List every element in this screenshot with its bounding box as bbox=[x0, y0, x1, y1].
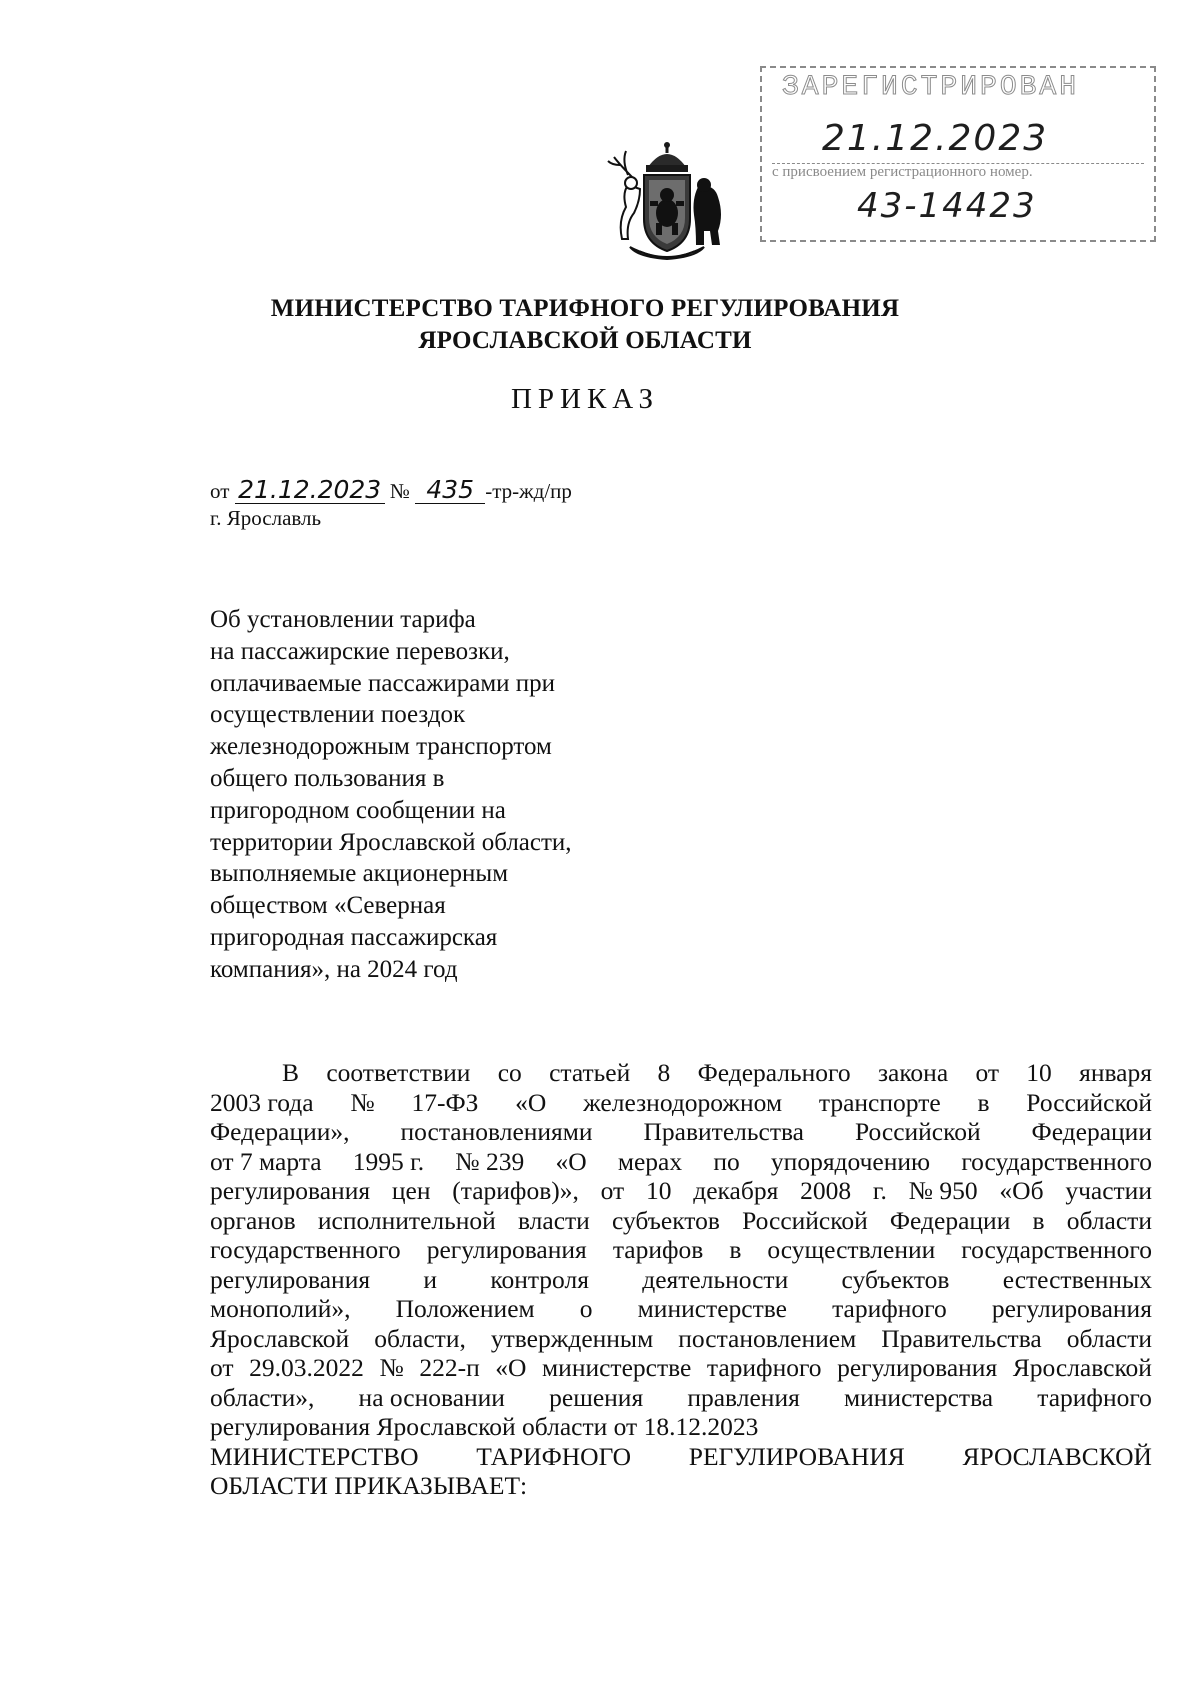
body-word: 2003 года bbox=[210, 1087, 314, 1117]
body-word: закона bbox=[877, 1058, 949, 1087]
body-line bbox=[210, 1294, 1152, 1324]
body-word: Правительства bbox=[881, 1323, 1042, 1353]
body-word: участии bbox=[1065, 1176, 1152, 1205]
subject-line: на пассажирские перевозки, bbox=[210, 637, 510, 665]
body-word: 17-ФЗ bbox=[411, 1087, 479, 1117]
body-word: от bbox=[600, 1176, 625, 1205]
body-word: мерах bbox=[617, 1146, 683, 1176]
body-word: государственного bbox=[961, 1146, 1152, 1176]
body-word: цен bbox=[391, 1176, 431, 1205]
body-word: Российской bbox=[854, 1117, 981, 1146]
body-word: осуществлении bbox=[767, 1235, 936, 1264]
stamp-date: 21.12.2023 bbox=[822, 118, 1049, 159]
body-word: министерстве bbox=[637, 1294, 787, 1323]
body-word: государственного bbox=[961, 1235, 1152, 1264]
body-word: тарифного bbox=[706, 1353, 822, 1382]
order-date-number-line bbox=[210, 477, 572, 504]
subject-line: обществом «Северная bbox=[210, 892, 446, 920]
body-word: от bbox=[210, 1353, 234, 1382]
body-word: г. bbox=[872, 1176, 887, 1205]
body-word: № 239 bbox=[455, 1146, 525, 1176]
body-word: соответствии bbox=[326, 1058, 471, 1087]
order-city: г. Ярославль bbox=[210, 506, 322, 530]
body-word: «О bbox=[495, 1353, 527, 1382]
body-word: ЯРОСЛАВСКОЙ bbox=[962, 1441, 1152, 1471]
body-word: государственного bbox=[210, 1235, 401, 1264]
body-word: № bbox=[379, 1353, 404, 1382]
subject-line: осуществлении поездок bbox=[210, 701, 466, 729]
subject-line: выполняемые акционерным bbox=[210, 860, 509, 888]
body-word: 222-п bbox=[419, 1353, 480, 1382]
body-line bbox=[210, 1235, 1152, 1265]
body-word: 2008 bbox=[800, 1176, 852, 1205]
body-word: утвержденным bbox=[490, 1323, 654, 1353]
body-word: Федерации», bbox=[210, 1117, 350, 1146]
body-word: регулирования bbox=[837, 1353, 998, 1382]
body-word: регулирования bbox=[210, 1264, 371, 1294]
body-word: Положением bbox=[395, 1294, 535, 1323]
body-word: Федерации bbox=[1031, 1117, 1152, 1146]
body-word: от 7 марта bbox=[210, 1146, 322, 1176]
body-word: № 950 bbox=[908, 1176, 978, 1205]
body-word: МИНИСТЕРСТВО bbox=[210, 1441, 419, 1471]
order-subject bbox=[210, 604, 640, 986]
body-line bbox=[210, 1383, 1152, 1413]
stamp-subtitle: с присвоением регистрационного номер. bbox=[772, 164, 1033, 180]
body-word: регулирования bbox=[210, 1176, 371, 1205]
body-word: министерстве bbox=[542, 1353, 692, 1382]
body-word: субъектов bbox=[612, 1205, 720, 1235]
body-word: контроля bbox=[490, 1264, 589, 1294]
body-word: 1995 г. bbox=[352, 1146, 425, 1176]
body-word: органов bbox=[210, 1205, 296, 1235]
body-word: регулирования bbox=[426, 1235, 587, 1264]
body-word: декабря bbox=[693, 1176, 779, 1205]
body-word: Федерального bbox=[697, 1058, 851, 1087]
body-word: № bbox=[350, 1087, 375, 1117]
body-line bbox=[210, 1176, 1152, 1206]
body-line bbox=[210, 1442, 1152, 1472]
body-word: Российской bbox=[1026, 1087, 1152, 1117]
body-word: постановлением bbox=[678, 1323, 857, 1353]
body-word: В bbox=[282, 1058, 300, 1087]
body-word: постановлениями bbox=[400, 1117, 593, 1146]
body-word: ТАРИФНОГО bbox=[476, 1441, 632, 1471]
body-word: упорядочению bbox=[770, 1146, 931, 1176]
body-word: 29.03.2022 bbox=[249, 1353, 364, 1382]
body-word: по bbox=[713, 1146, 740, 1176]
body-line bbox=[210, 1324, 1152, 1354]
body-word: исполнительной bbox=[317, 1205, 496, 1235]
subject-line: компания», на 2024 год bbox=[210, 955, 458, 983]
body-word: от bbox=[975, 1058, 999, 1087]
order-number: 435 bbox=[415, 477, 485, 504]
coat-of-arms-icon bbox=[600, 135, 735, 270]
body-word: на основании bbox=[358, 1382, 505, 1412]
subject-line: территории Ярославской области, bbox=[210, 828, 572, 856]
body-word: в bbox=[1032, 1205, 1045, 1235]
ministry-heading-line: МИНИСТЕРСТВО ТАРИФНОГО РЕГУЛИРОВАНИЯ bbox=[270, 295, 900, 322]
body-word: со bbox=[497, 1058, 522, 1087]
body-word: «Об bbox=[999, 1176, 1044, 1205]
body-word: решения bbox=[549, 1382, 644, 1412]
body-word: монополий», bbox=[210, 1294, 351, 1323]
ministry-heading-line: ЯРОСЛАВСКОЙ ОБЛАСТИ bbox=[418, 327, 752, 354]
registration-stamp bbox=[760, 66, 1156, 242]
order-number-label: № bbox=[389, 479, 410, 503]
order-body bbox=[210, 1058, 1152, 1501]
body-word: правления bbox=[687, 1382, 800, 1412]
body-word: «О bbox=[555, 1146, 587, 1176]
body-word: 10 bbox=[645, 1176, 672, 1205]
subject-line: пригородном сообщении на bbox=[210, 796, 506, 824]
body-word: министерства bbox=[844, 1382, 994, 1412]
body-word: субъектов bbox=[841, 1264, 950, 1294]
body-word: Ярославской bbox=[210, 1323, 350, 1353]
body-word: Федерации bbox=[889, 1205, 1011, 1235]
body-line bbox=[210, 1353, 1152, 1383]
stamp-registration-number: 43-14423 bbox=[857, 186, 1037, 226]
body-line bbox=[210, 1088, 1152, 1118]
body-word: «О bbox=[515, 1087, 547, 1117]
body-word: тарифного bbox=[1037, 1382, 1152, 1412]
body-word: тарифного bbox=[832, 1294, 947, 1323]
body-line bbox=[210, 1206, 1152, 1236]
subject-line: общего пользования в bbox=[210, 764, 445, 792]
body-word: в bbox=[729, 1235, 742, 1264]
body-word: Российской bbox=[742, 1205, 868, 1235]
body-word: власти bbox=[517, 1205, 590, 1235]
order-date: 21.12.2023 bbox=[235, 477, 385, 504]
order-number-suffix: -тр-жд/пр bbox=[485, 479, 572, 503]
body-word: и bbox=[423, 1264, 438, 1294]
body-word: железнодорожном bbox=[583, 1087, 783, 1117]
ministry-heading bbox=[200, 293, 970, 357]
body-line bbox=[210, 1265, 1152, 1295]
body-word: тарифов bbox=[612, 1235, 704, 1264]
body-word: области bbox=[1066, 1205, 1152, 1235]
body-word: области, bbox=[374, 1323, 466, 1353]
body-line: регулирования Ярославской области от 18.12.2023 bbox=[210, 1412, 759, 1441]
subject-line: железнодорожным транспортом bbox=[210, 733, 552, 761]
body-word: статьей bbox=[549, 1058, 631, 1087]
body-word: Правительства bbox=[643, 1117, 804, 1146]
body-line bbox=[210, 1117, 1152, 1147]
body-word: 10 bbox=[1026, 1058, 1052, 1087]
document-type-title: ПРИКАЗ bbox=[510, 383, 660, 415]
body-word: 8 bbox=[657, 1058, 671, 1087]
body-word: января bbox=[1079, 1058, 1152, 1087]
body-line bbox=[210, 1058, 1152, 1088]
body-word: естественных bbox=[1002, 1264, 1152, 1294]
subject-line: оплачиваемые пассажирами при bbox=[210, 669, 556, 697]
body-word: деятельности bbox=[642, 1264, 789, 1294]
body-word: о bbox=[579, 1294, 593, 1323]
body-word: транспорте bbox=[818, 1087, 941, 1117]
subject-line: Об установлении тарифа bbox=[210, 606, 476, 633]
body-word: регулирования bbox=[991, 1294, 1152, 1323]
decree-line: ОБЛАСТИ ПРИКАЗЫВАЕТ: bbox=[210, 1471, 528, 1500]
stamp-title: ЗАРЕГИСТРИРОВАН bbox=[782, 72, 1080, 103]
body-word: области bbox=[1066, 1323, 1152, 1353]
subject-line: пригородная пассажирская bbox=[210, 923, 498, 951]
order-from-label: от bbox=[210, 479, 230, 503]
body-word: области», bbox=[210, 1382, 315, 1412]
body-line bbox=[210, 1147, 1152, 1177]
body-word: в bbox=[977, 1087, 990, 1117]
body-word: (тарифов)», bbox=[452, 1176, 579, 1205]
body-word: РЕГУЛИРОВАНИЯ bbox=[688, 1441, 905, 1471]
body-word: Ярославской bbox=[1012, 1353, 1152, 1382]
